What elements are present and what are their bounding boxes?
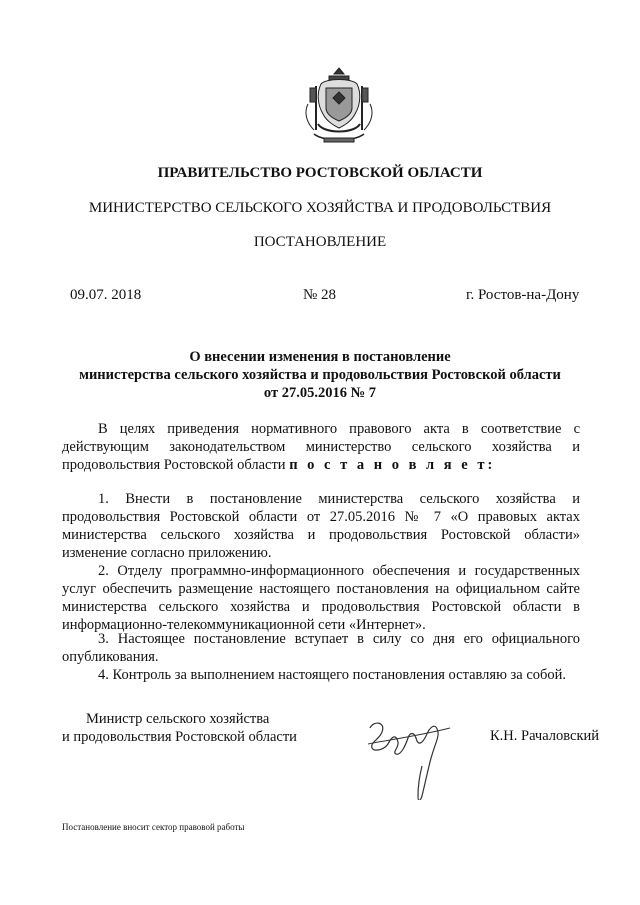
- ministry-title: МИНИСТЕРСТВО СЕЛЬСКОГО ХОЗЯЙСТВА И ПРОДОВОЛЬСТВИЯ: [88, 200, 552, 216]
- signatory-name: К.Н. Рачаловский: [490, 728, 600, 744]
- item-1-paragraph: 1. Внести в постановление министерства сельского хозяйства и продовольствия Ростовской области от 27.05.2016 № 7 «О правовых актах министерства сельского хозяйства и продовольствия Ростовской области» изменение согласно приложению.: [62, 491, 580, 561]
- signatory-position-line-1: Министр сельского хозяйства: [86, 711, 270, 727]
- signatory-position: [62, 710, 297, 746]
- item-3-paragraph: 3. Настоящее постановление вступает в силу со дня его официального опубликования.: [62, 631, 580, 665]
- coat-of-arms-emblem: [296, 64, 382, 150]
- footer-note: Постановление вносит сектор правовой работы: [62, 822, 245, 832]
- document-title-line-2: министерства сельского хозяйства и продовольствия Ростовской области: [79, 367, 561, 383]
- signatory-position-line-2: и продовольствия Ростовской области: [62, 729, 297, 745]
- item-4-paragraph: 4. Контроль за выполнением настоящего постановления оставляю за собой.: [98, 667, 567, 683]
- document-title-line-3: от 27.05.2016 № 7: [263, 385, 377, 401]
- preamble-paragraph: [62, 420, 580, 474]
- document-title-line-1: О внесении изменения в постановление: [189, 349, 451, 365]
- document-number: № 28: [303, 287, 337, 303]
- government-title: ПРАВИТЕЛЬСТВО РОСТОВСКОЙ ОБЛАСТИ: [157, 165, 483, 181]
- item-2-paragraph: 2. Отделу программно-информационного обеспечения и государственных услуг обеспечить размещение настоящего постановления на официальном сайте министерства сельского хозяйства и продовольствия Ростовской области в информационно-телекоммуникационной сети «Интернет».: [62, 563, 580, 633]
- preamble-text: В целях приведения нормативного правового акта в соответствие с действующим законодательством министерство сельского хозяйства и продовольствия Ростовской области: [62, 421, 580, 473]
- document-date: 09.07. 2018: [70, 287, 142, 303]
- document-city: г. Ростов-на-Дону: [466, 287, 580, 303]
- document-type: ПОСТАНОВЛЕНИЕ: [253, 234, 387, 250]
- decree-word: п о с т а н о в л я е т:: [289, 457, 496, 473]
- handwritten-signature: [360, 700, 480, 800]
